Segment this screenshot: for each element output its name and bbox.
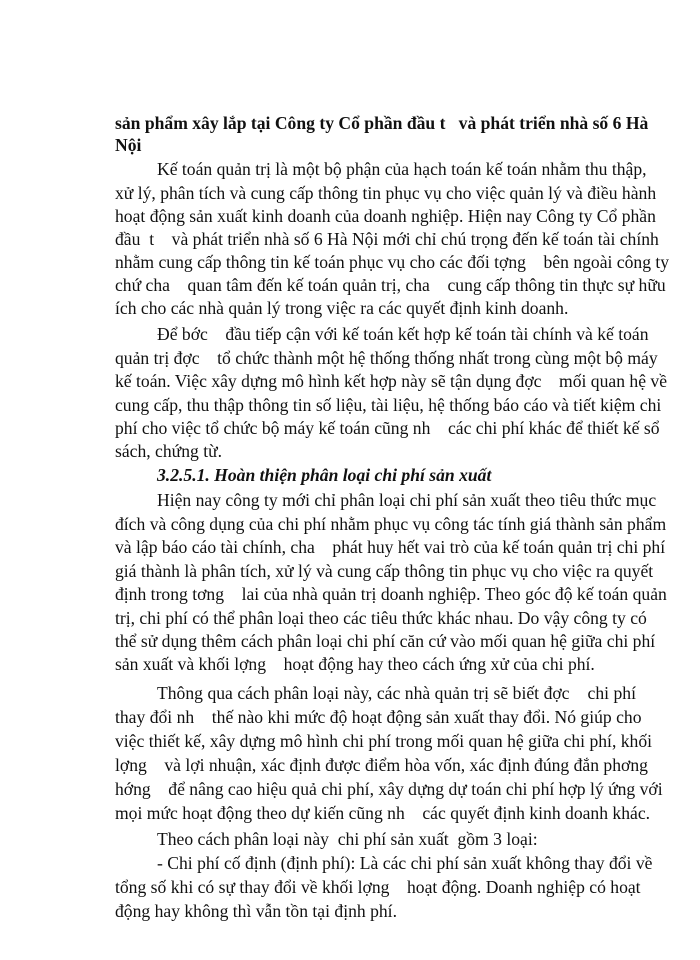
paragraph-1-line-4: đầu t và phát triển nhà số 6 Hà Nội mới chỉ chú trọng đến kế toán tài chính xyxy=(115,229,659,249)
paragraph-6-line-3: động hay không thì vẫn tồn tại định phí. xyxy=(115,901,397,921)
paragraph-4-line-2: thay đổi nh thế nào khi mức độ hoạt động sản xuất thay đổi. Nó giúp cho xyxy=(115,707,642,727)
paragraph-3-line-1: Hiện nay công ty mới chỉ phân loại chi phí sản xuất theo tiêu thức mục xyxy=(157,490,657,510)
paragraph-2-line-4: cung cấp, thu thập thông tin số liệu, tài liệu, hệ thống báo cáo và tiết kiệm chi xyxy=(115,395,662,415)
paragraph-4-line-4: lợng và lợi nhuận, xác định được điểm hòa vốn, xác định đúng đắn phơng xyxy=(115,755,648,775)
paragraph-2-line-1: Để bớc đầu tiếp cận với kế toán kết hợp kế toán tài chính và kế toán xyxy=(157,324,649,344)
paragraph-4-line-5: hớng để nâng cao hiệu quả chi phí, xây dựng dự toán chi phí hợp lý ứng với xyxy=(115,779,663,799)
paragraph-3-line-7: thể sử dụng thêm cách phân loại chi phí căn cứ vào mối quan hệ giữa chi phí xyxy=(115,631,656,651)
paragraph-6-line-1: - Chi phí cố định (định phí): Là các chi phí sản xuất không thay đổi về xyxy=(157,853,653,873)
paragraph-2-line-6: sách, chứng từ. xyxy=(115,441,223,461)
section-title: 3.2.5.1. Hoàn thiện phân loại chi phí sản xuất xyxy=(157,465,492,485)
paragraph-4-line-1: Thông qua cách phân loại này, các nhà quản trị sẽ biết đợc chi phí xyxy=(157,683,636,703)
paragraph-1-line-6: chứ cha quan tâm đến kế toán quản trị, cha cung cấp thông tin thực sự hữu xyxy=(115,275,666,295)
paragraph-3-line-8: sản xuất và khối lợng hoạt động hay theo cách ứng xử của chi phí. xyxy=(115,654,595,674)
paragraph-3-line-3: và lập báo cáo tài chính, cha phát huy hết vai trò của kế toán quản trị chi phí xyxy=(115,537,666,557)
paragraph-2-line-5: phí cho việc tổ chức bộ máy kế toán cũng nh các chi phí khác để thiết kế sổ xyxy=(115,418,660,438)
paragraph-4-line-3: việc thiết kế, xây dựng mô hình chi phí trong mối quan hệ giữa chi phí, khối xyxy=(115,731,653,751)
paragraph-2-line-2: quản trị đợc tổ chức thành một hệ thống thống nhất trong cùng một bộ máy xyxy=(115,348,658,368)
paragraph-3-line-4: giá thành là phân tích, xử lý và cung cấp thông tin phục vụ cho việc ra quyết xyxy=(115,561,654,581)
paragraph-3-line-5: định trong tơng lai của nhà quản trị doanh nghiệp. Theo góc độ kế toán quản xyxy=(115,584,667,604)
paragraph-1-line-5: nhằm cung cấp thông tin kế toán phục vụ cho các đối tợng bên ngoài công ty xyxy=(115,252,670,272)
paragraph-4-line-6: mọi mức hoạt động theo dự kiến cũng nh các quyết định kinh doanh khác. xyxy=(115,803,651,823)
paragraph-3-line-6: trị, chi phí có thể phân loại theo các tiêu thức khác nhau. Do vậy công ty có xyxy=(115,608,647,628)
paragraph-1-line-7: ích cho các nhà quản lý trong việc ra các quyết định kinh doanh. xyxy=(115,298,569,318)
paragraph-3-line-2: đích và công dụng của chi phí nhằm phục vụ công tác tính giá thành sản phẩm xyxy=(115,514,667,534)
paragraph-2-line-3: kế toán. Việc xây dựng mô hình kết hợp này sẽ tận dụng đợc mối quan hệ về xyxy=(115,371,668,391)
paragraph-1-line-2: xử lý, phân tích và cung cấp thông tin phục vụ cho việc quản lý và điều hành xyxy=(115,183,657,203)
heading-line-2: Nội xyxy=(115,135,142,155)
paragraph-5: Theo cách phân loại này chi phí sản xuất gồm 3 loại: xyxy=(157,829,538,849)
paragraph-6-line-2: tổng số khi có sự thay đổi về khối lợng hoạt động. Doanh nghiệp có hoạt xyxy=(115,877,641,897)
heading-line-1: sản phẩm xây lắp tại Công ty Cổ phần đầu t và phát triển nhà số 6 Hà xyxy=(115,113,649,133)
paragraph-1-line-1: Kế toán quản trị là một bộ phận của hạch toán kế toán nhằm thu thập, xyxy=(157,159,647,179)
paragraph-1-line-3: hoạt động sản xuất kinh doanh của doanh nghiệp. Hiện nay Công ty Cổ phần xyxy=(115,206,656,226)
